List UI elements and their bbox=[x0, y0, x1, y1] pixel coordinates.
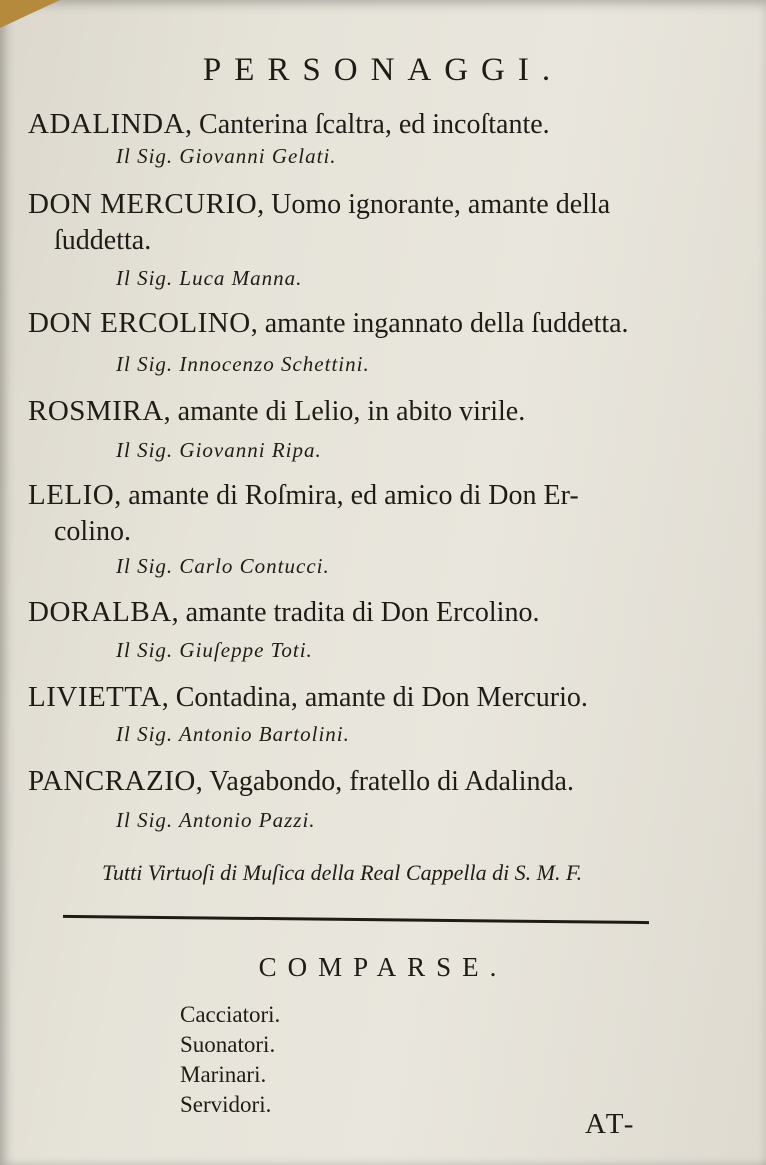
role-entry bbox=[28, 679, 728, 716]
extras-item: Marinari. bbox=[180, 1062, 267, 1087]
extras-list bbox=[180, 1000, 280, 1120]
performer: Il Sig. Giuſeppe Toti. bbox=[116, 638, 313, 662]
role-entry bbox=[28, 305, 728, 342]
performer: Il Sig. Giovanni Gelati. bbox=[116, 144, 337, 168]
role-name: ROSMIRA bbox=[28, 395, 164, 427]
extras-heading: COMPARSE. bbox=[258, 952, 508, 982]
cast-footnote: Tutti Virtuoſi di Muſica della Real Cappella di S. M. F. bbox=[102, 860, 583, 885]
performer: Il Sig. Antonio Bartolini. bbox=[116, 722, 350, 746]
extras-item: Cacciatori. bbox=[180, 1002, 281, 1027]
section-divider bbox=[63, 915, 649, 924]
role-description-continued: ſuddetta. bbox=[54, 225, 152, 256]
performer: Il Sig. Giovanni Ripa. bbox=[116, 438, 322, 462]
role-entry bbox=[28, 594, 728, 631]
role-entry bbox=[28, 393, 728, 430]
performer: Il Sig. Antonio Pazzi. bbox=[116, 808, 316, 832]
role-description: , amante tradita di Don Ercolino. bbox=[171, 597, 540, 628]
page-corner bbox=[0, 0, 60, 28]
extras-item: Servidori. bbox=[180, 1092, 272, 1117]
role-name: DON MERCURIO bbox=[28, 188, 258, 220]
role-description: , amante di Lelio, in abito virile. bbox=[163, 396, 526, 427]
role-description: , amante di Roſmira, ed amico di Don Er- bbox=[114, 480, 579, 511]
role-entry bbox=[28, 763, 728, 800]
role-name: ADALINDA bbox=[28, 108, 186, 140]
catchword: AT- bbox=[585, 1108, 637, 1140]
role-entry bbox=[28, 477, 728, 550]
role-entry bbox=[28, 106, 728, 143]
role-name: DON ERCOLINO bbox=[28, 307, 251, 339]
cast-heading: PERSONAGGI. bbox=[202, 52, 564, 88]
role-description: , Uomo ignorante, amante della bbox=[257, 189, 611, 220]
role-description: , Canterina ſcaltra, ed incoſtante. bbox=[185, 109, 550, 140]
role-name: LELIO bbox=[28, 479, 115, 511]
role-entry bbox=[28, 186, 728, 259]
performer: Il Sig. Carlo Contucci. bbox=[116, 554, 330, 578]
role-description: , amante ingannato della ſuddetta. bbox=[250, 308, 629, 339]
role-name: LIVIETTA bbox=[28, 681, 162, 713]
role-name: PANCRAZIO bbox=[28, 765, 196, 797]
role-name: DORALBA bbox=[28, 596, 172, 628]
performer: Il Sig. Luca Manna. bbox=[116, 266, 303, 290]
performer: Il Sig. Innocenzo Schettini. bbox=[116, 352, 370, 376]
role-description: , Vagabondo, fratello di Adalinda. bbox=[195, 766, 574, 797]
role-description-continued: colino. bbox=[54, 516, 131, 547]
role-description: , Contadina, amante di Don Mercurio. bbox=[161, 682, 588, 713]
extras-item: Suonatori. bbox=[180, 1032, 276, 1057]
